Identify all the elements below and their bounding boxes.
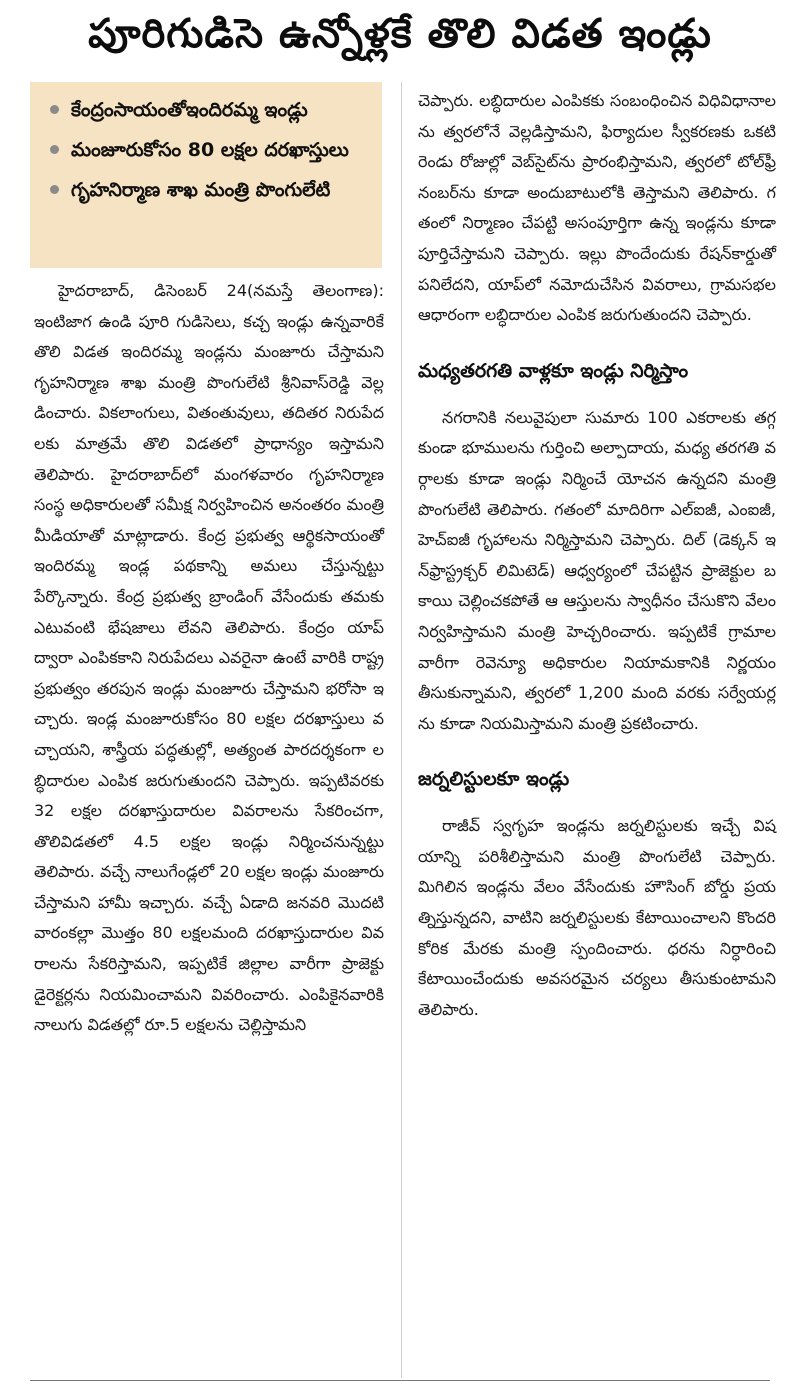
highlight-text: కేంద్రంసాయంతోఇందిరమ్మ ఇండ్లు [71, 99, 308, 121]
section-heading-middle-class: మధ్యతరగతి వాళ్లకూ ఇండ్లు నిర్మిస్తాం [418, 359, 689, 382]
article-paragraph-continued: చెప్పారు. లబ్ధిదారుల ఎంపికకు సంబంధించిన విధివిధానాలను త్వరలోనే వెల్లడిస్తామని, ఫిర్యాదుల స్వీకరణకు ఒకటి రెండు రోజుల్లో వెబ్‌సైట్‌ను ప్రారంభిస్తామని, త్వరలో టోల్‌ఫ్రీ నంబర్‌ను కూడా అందుబాటులోకి తెస్తామని తెలిపారు. గతంలో నిర్మాణం చేపట్టి అసంపూర్తిగా ఉన్న ఇండ్లను కూడా పూర్తిచేస్తామని చెప్పారు. ఇల్లు పొందేందుకు రేషన్‌కార్డుతో పనిలేదని, యాప్‌లో నమోదుచేసిన వివరాలు, గ్రామసభల ఆధారంగా లబ్ధిదారుల ఎంపిక జరుగుతుందని చెప్పారు. [418, 91, 776, 325]
highlight-text: గృహనిర్మాణ శాఖ మంత్రి పొంగులేటి [71, 179, 331, 201]
article-headline: పూరిగుడిసె ఉన్నోళ్లకే తొలి విడత ఇండ్లు [88, 11, 712, 57]
section-heading-journalists: జర్నలిస్టులకూ ఇండ్లు [418, 768, 570, 791]
highlights-box [30, 82, 382, 268]
bullet-icon [50, 105, 59, 114]
right-column [418, 86, 776, 1025]
article-paragraph: హైదరాబాద్, డిసెంబర్ 24(నమస్తే తెలంగాణ): ఇంటిజాగ ఉండి పూరి గుడిసెలు, కచ్చ ఇండ్లు ఉన్నవారికే తొలి విడత ఇందిరమ్మ ఇండ్లను మంజూరు చేస్తామని గృహనిర్మాణ శాఖ మంత్రి పొంగులేటి శ్రీనివాస్‌రెడ్డి వెల్లడించారు. వికలాంగులు, వితంతువులు, తదితర నిరుపేదలకు మాత్రమే తొలి విడతలో ప్రాధాన్యం ఇస్తామని తెలిపారు. హైదరాబాద్‌లో మంగళవారం గృహనిర్మాణ సంస్థ అధికారులతో సమీక్ష నిర్వహించిన అనంతరం మంత్రి మీడియాతో మాట్లాడారు. కేంద్ర ప్రభుత్వ ఆర్థికసాయంతో ఇందిరమ్మ ఇండ్ల పథకాన్ని అమలు చేస్తున్నట్టు పేర్కొన్నారు. కేంద్ర ప్రభుత్వ బ్రాండింగ్ వేసేందుకు తమకు ఎటువంటి భేషజాలు లేవని తెలిపారు. కేంద్రం యాప్ ద్వారా ఎంపికకాని నిరుపేదలు ఎవరైనా ఉంటే వారికి రాష్ట్ర ప్రభుత్వం తరపున ఇండ్లు మంజూరు చేస్తామని భరోసా ఇచ్చారు. ఇండ్ల మంజూరుకోసం 80 లక్షల దరఖాస్తులు వచ్చాయని, శాస్త్రీయ పద్ధతుల్లో, అత్యంత పారదర్శకంగా లబ్ధిదారుల ఎంపిక జరుగుతుందని చెప్పారు. ఇప్పటివరకు 32 లక్షల దరఖాస్తుదారుల వివరాలను సేకరించగా, తొలివిడతలో 4.5 లక్షల ఇండ్లు నిర్మించనున్నట్టు తెలిపారు. వచ్చే నాలుగేండ్లలో 20 లక్షల ఇండ్లు మంజూరు చేస్తామని హామీ ఇచ్చారు. వచ్చే ఏడాది జనవరి మొదటి వారంకల్లా మొత్తం 80 లక్షలమంది దరఖాస్తుదారుల వివరాలను సేకరిస్తామని, ఇప్పటికే జిల్లాల వారీగా ప్రాజెక్టు డైరెక్టర్లను నియమించామని వివరించారు. ఎంపికైనవారికి నాలుగు విడతల్లో రూ.5 లక్షలను చెల్లిస్తామని [34, 281, 384, 1035]
highlight-item [50, 92, 368, 128]
bottom-divider [30, 1380, 770, 1381]
bullet-icon [50, 145, 59, 154]
section-paragraph-middle-class: నగరానికి నలువైపులా సుమారు 100 ఎకరాలకు తగ్గకుండా భూములను గుర్తించి అల్పాదాయ, మధ్య తరగతి వర్గాలకు కూడా ఇండ్లు నిర్మించే యోచన ఉన్నదని మంత్రి పొంగులేటి తెలిపారు. గతంలో మాదిరిగా ఎల్‌ఐజీ, ఎంఐజీ, హెచ్‌ఐజీ గృహాలను నిర్మిస్తామని చెప్పారు. దిల్ (డెక్కన్ ఇన్‌ఫ్రాస్ట్రక్చర్ లిమిటెడ్) ఆధ్వర్యంలో చేపట్టిన ప్రాజెక్టుల బకాయి చెల్లించకపోతే ఆ ఆస్తులను స్వాధీనం చేసుకొని వేలం నిర్వహిస్తామని మంత్రి హెచ్చరించారు. ఇప్పటికే గ్రామాల వారీగా రెవెన్యూ అధికారుల నియామకానికి నిర్ణయం తీసుకున్నామని, త్వరలో 1,200 మంది వరకు సర్వేయర్లను కూడా నియమిస్తామని మంత్రి ప్రకటించారు. [418, 407, 776, 733]
highlight-text: మంజూరుకోసం 80 లక్షల దరఖాస్తులు [71, 139, 349, 161]
highlight-item [50, 132, 368, 168]
left-column [34, 276, 384, 1041]
column-divider [401, 82, 402, 1378]
section-paragraph-journalists: రాజీవ్ స్వగృహ ఇండ్లను జర్నలిస్టులకు ఇచ్చే విషయాన్ని పరిశీలిస్తామని మంత్రి పొంగులేటి చెప్పారు. మిగిలిన ఇండ్లను వేలం వేసేందుకు హౌసింగ్ బోర్డు ప్రయత్నిస్తున్నదని, వాటిని జర్నలిస్టులకు కేటాయించాలని కొందరి కోరిక మేరకు మంత్రి స్పందించారు. ధరను నిర్ధారించి కేటాయించేందుకు అవసరమైన చర్యలు తీసుకుంటామని తెలిపారు. [418, 816, 776, 1019]
highlight-item [50, 172, 368, 208]
bullet-icon [50, 185, 59, 194]
